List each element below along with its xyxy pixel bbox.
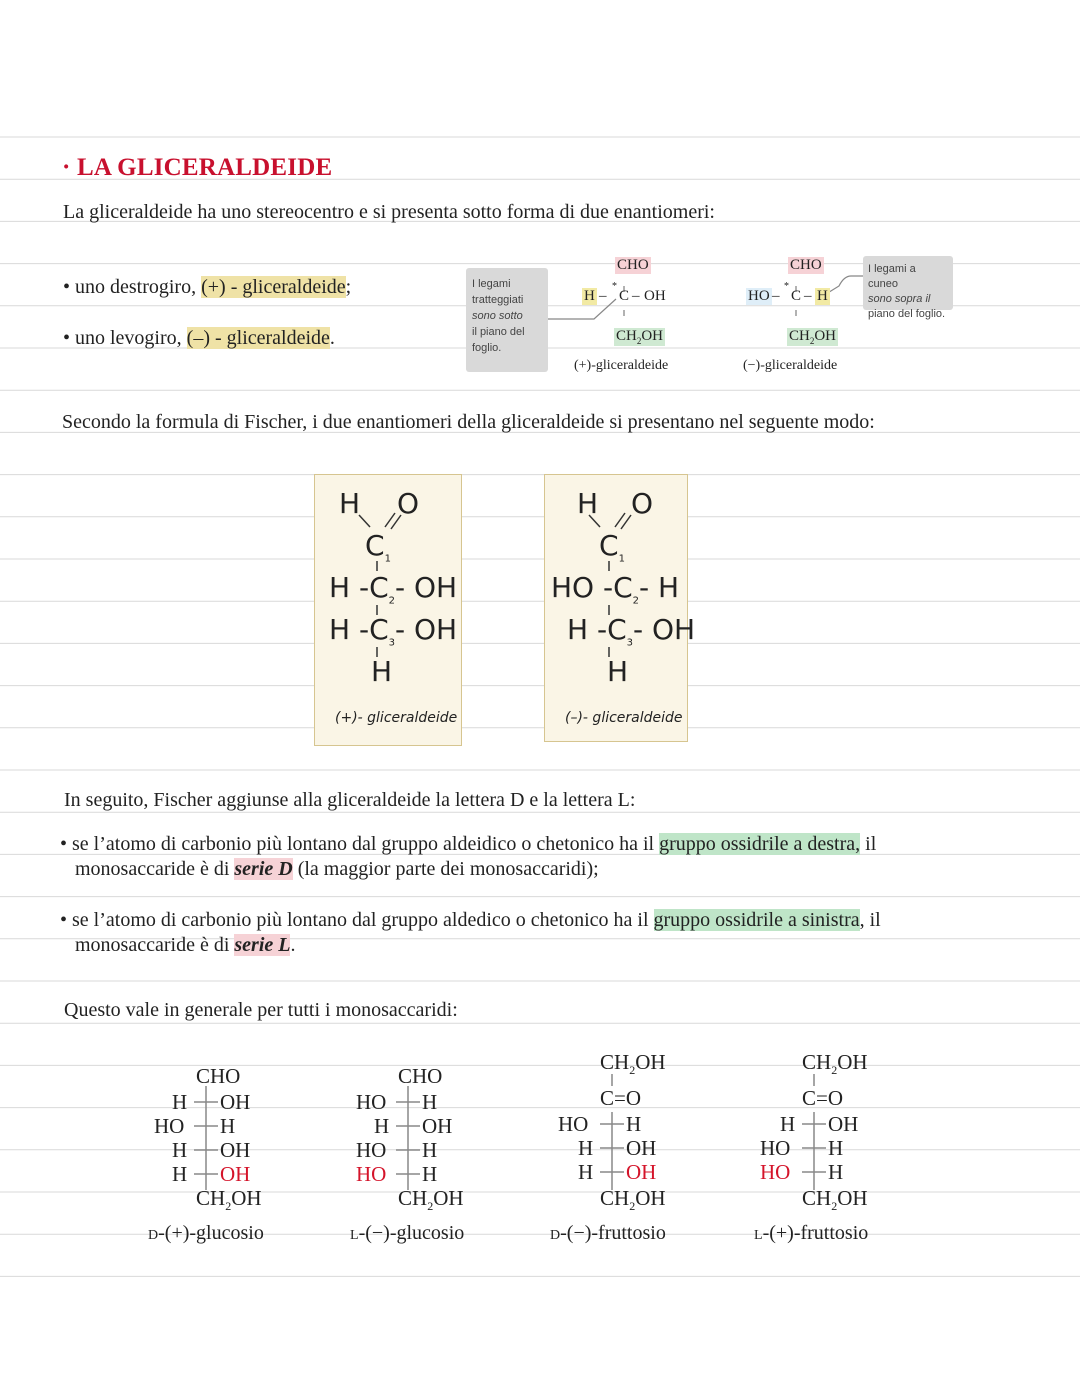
ch2oh-group (787, 328, 838, 346)
note-line: il piano del (472, 326, 525, 338)
cho-group: CHO (617, 257, 649, 273)
left-group: H (780, 1112, 796, 1136)
ch2oh-top (802, 1050, 868, 1078)
name-text: -(+)-glucosio (158, 1222, 264, 1244)
right-group: H (828, 1160, 844, 1184)
right-group: H (422, 1138, 438, 1162)
hw-c: C (365, 529, 385, 562)
highlight-sinistra: gruppo ossidrile a sinistra (653, 909, 860, 931)
sugar-name (350, 1222, 464, 1245)
oh-text: OH (837, 1050, 868, 1074)
hw-right: - OH (395, 613, 458, 646)
sugar-projections (130, 1050, 930, 1250)
note-line: sono sopra il (868, 293, 931, 305)
oh-text: OH (837, 1186, 868, 1210)
h-substituent: H (817, 288, 828, 304)
note-line: I legami a cuneo (868, 263, 916, 290)
hw-row2 (329, 571, 457, 607)
ho-substituent: HO (748, 288, 770, 304)
right-group: H (220, 1114, 236, 1138)
name-text: -(+)-fruttosio (762, 1222, 869, 1244)
sub-2: 2 (636, 336, 642, 346)
rule-text: , il (859, 909, 881, 931)
hw-c1 (599, 529, 625, 565)
card-bonds (545, 475, 687, 741)
rule-text: (la maggior parte dei monosaccaridi); (292, 858, 599, 880)
hw-row2 (551, 571, 679, 607)
ch2oh-group (398, 1186, 464, 1214)
oh-substituent: OH (644, 288, 666, 304)
hw-num: 3 (388, 637, 395, 649)
left-group: H (578, 1160, 594, 1184)
fischer-dl-text: In seguito, Fischer aggiunse alla gliceraldeide la lettera D e la lettera L: (64, 789, 636, 811)
hw-h: H (339, 487, 361, 520)
h-substituent: H (584, 288, 595, 304)
rule-text: • se l’atomo di carbonio più lontano dal gruppo aldedico o chetonico ha il (60, 909, 654, 931)
ch-text: CH (600, 1186, 630, 1210)
handwritten-card-plus (314, 474, 462, 746)
ch-text: CH (802, 1050, 832, 1074)
hw-num: 2 (388, 595, 395, 607)
oh-text: OH (635, 1186, 666, 1210)
sub-2: 2 (427, 1199, 434, 1214)
name-text: -(−)-glucosio (358, 1222, 465, 1244)
ch2oh-top (600, 1050, 666, 1078)
left-group: H (172, 1162, 188, 1186)
hw-num: 2 (632, 595, 640, 607)
cho-group: CHO (196, 1064, 241, 1088)
right-group: H (828, 1136, 844, 1160)
ch2oh-group (802, 1186, 868, 1214)
oh-text: OH (814, 328, 837, 344)
config-letter: d (148, 1222, 159, 1244)
config-letter: l (754, 1222, 763, 1244)
rule-text: • se l’atomo di carbonio più lontano dal gruppo aldeidico o chetonico ha il (60, 833, 660, 855)
wedge-bond: – (804, 288, 812, 304)
hw-num: 1 (618, 553, 625, 565)
wedge-bond: – (632, 288, 640, 304)
oh-text: OH (641, 328, 664, 344)
hw-right: - OH (395, 571, 458, 604)
hw-o: O (397, 487, 420, 520)
left-group: HO (558, 1112, 589, 1136)
sugar-name (754, 1222, 868, 1245)
sub-2: 2 (809, 336, 815, 346)
caption-plus: (+)-gliceraldeide (574, 358, 669, 373)
hw-c: C (369, 613, 389, 646)
hw-caption: (+)- gliceraldeide (335, 710, 458, 726)
bullet-text: • uno levogiro, (63, 327, 187, 349)
left-group: H (172, 1090, 188, 1114)
carbonyl-group: C=O (802, 1086, 844, 1110)
oh-text: OH (433, 1186, 464, 1210)
left-group: HO (356, 1090, 387, 1114)
note-line: tratteggiati (472, 294, 524, 306)
rule-text: . (290, 934, 296, 956)
ch-text: CH (398, 1186, 428, 1210)
dash-bond: – (599, 288, 607, 304)
left-group: HO (760, 1136, 791, 1160)
note-line: piano del foglio. (868, 308, 946, 320)
highlight-levogiro: (–) - gliceraldeide (186, 327, 330, 349)
right-group: H (626, 1112, 642, 1136)
red-ho: HO (760, 1160, 791, 1184)
rule-text: monosaccaride è di (75, 858, 235, 880)
hw-c: C (607, 613, 627, 646)
ch2oh-group (614, 328, 665, 346)
ch2oh-group (196, 1186, 262, 1214)
right-group: OH (626, 1136, 657, 1160)
intro-text: La gliceraldeide ha uno stereocentro e si presenta sotto forma di due enantiomeri: (63, 201, 715, 223)
hw-h-bottom: H (371, 655, 393, 688)
left-group: H (172, 1138, 188, 1162)
hw-right: - OH (633, 613, 696, 646)
hw-left: H - (329, 571, 370, 604)
fischer-intro: Secondo la formula di Fischer, i due enantiomeri della gliceraldeide si presentano nel seguente modo: (62, 411, 875, 433)
ch2oh-group (600, 1186, 666, 1214)
bullet-suffix: . (329, 327, 335, 349)
config-letter: d (550, 1222, 561, 1244)
right-group: OH (220, 1138, 251, 1162)
hw-c: C (613, 571, 633, 604)
right-group: OH (828, 1112, 859, 1136)
hw-num: 3 (626, 637, 633, 649)
rule-text: il (860, 833, 877, 855)
hw-o: O (631, 487, 654, 520)
left-group: HO (356, 1138, 387, 1162)
left-group: HO (154, 1114, 185, 1138)
cho-group: CHO (398, 1064, 443, 1088)
left-group: H (374, 1114, 390, 1138)
red-oh: OH (626, 1160, 657, 1184)
right-group: H (422, 1090, 438, 1114)
sub-2: 2 (831, 1199, 838, 1214)
left-group: H (578, 1136, 594, 1160)
bullet-suffix: ; (345, 276, 352, 298)
serie-l-label: serie L (234, 934, 291, 956)
hw-c: C (369, 571, 389, 604)
hw-caption: (–)- gliceraldeide (565, 710, 683, 726)
ch-text: CH (616, 328, 637, 344)
carbon-center: C (791, 288, 802, 304)
stereocenter-star: * (784, 281, 789, 292)
hw-left: HO - (551, 571, 614, 604)
right-group: H (422, 1162, 438, 1186)
card-bonds (315, 475, 461, 745)
hw-h: H (577, 487, 599, 520)
red-ho: HO (356, 1162, 387, 1186)
note-line: foglio. (472, 342, 502, 354)
name-text: -(−)-fruttosio (560, 1222, 666, 1244)
note-line: sono sotto (472, 310, 523, 322)
section-title: · LA GLICERALDEIDE (62, 154, 333, 181)
hw-num: 1 (384, 553, 391, 565)
red-oh: OH (220, 1162, 251, 1186)
hw-row3 (329, 613, 457, 649)
sub-2: 2 (831, 1063, 838, 1078)
rule-serie-d (60, 832, 1020, 882)
oh-text: OH (231, 1186, 262, 1210)
bullet-text: • uno destrogiro, (63, 276, 202, 298)
cho-group: CHO (790, 257, 822, 273)
highlight-destra: gruppo ossidrile a destra, (659, 833, 861, 855)
bullet-destrogiro (63, 276, 351, 299)
serie-d-label: serie D (234, 858, 293, 880)
hw-c1 (365, 529, 391, 565)
caption-minus: (−)-gliceraldeide (743, 358, 838, 373)
ch-text: CH (802, 1186, 832, 1210)
hw-left: H - (329, 613, 370, 646)
note-line: I legami (472, 278, 511, 290)
hw-left: H - (567, 613, 608, 646)
rule-serie-l (60, 908, 1020, 958)
textbook-figure (466, 254, 966, 382)
sugar-name (550, 1222, 666, 1245)
handwritten-card-minus (544, 474, 696, 742)
right-group: OH (422, 1114, 453, 1138)
bullet-levogiro (63, 327, 335, 350)
hw-h-bottom: H (607, 655, 629, 688)
general-text: Questo vale in generale per tutti i monosaccaridi: (64, 999, 458, 1021)
ch-text: CH (600, 1050, 630, 1074)
highlight-destrogiro: (+) - gliceraldeide (201, 276, 346, 298)
rule-text: monosaccaride è di (75, 934, 235, 956)
ch-text: CH (789, 328, 810, 344)
dash-bond: – (772, 288, 780, 304)
config-letter: l (350, 1222, 359, 1244)
note-wedge-bonds (863, 256, 953, 320)
hw-right: - H (639, 571, 680, 604)
sub-2: 2 (225, 1199, 232, 1214)
carbon-center: C (619, 288, 630, 304)
hw-c: C (599, 529, 619, 562)
sugar-name (148, 1222, 264, 1245)
stereocenter-star: * (612, 281, 617, 292)
right-group: OH (220, 1090, 251, 1114)
ch-text: CH (196, 1186, 226, 1210)
sub-2: 2 (629, 1063, 636, 1078)
oh-text: OH (635, 1050, 666, 1074)
hw-row3 (567, 613, 695, 649)
sub-2: 2 (629, 1199, 636, 1214)
carbonyl-group: C=O (600, 1086, 642, 1110)
